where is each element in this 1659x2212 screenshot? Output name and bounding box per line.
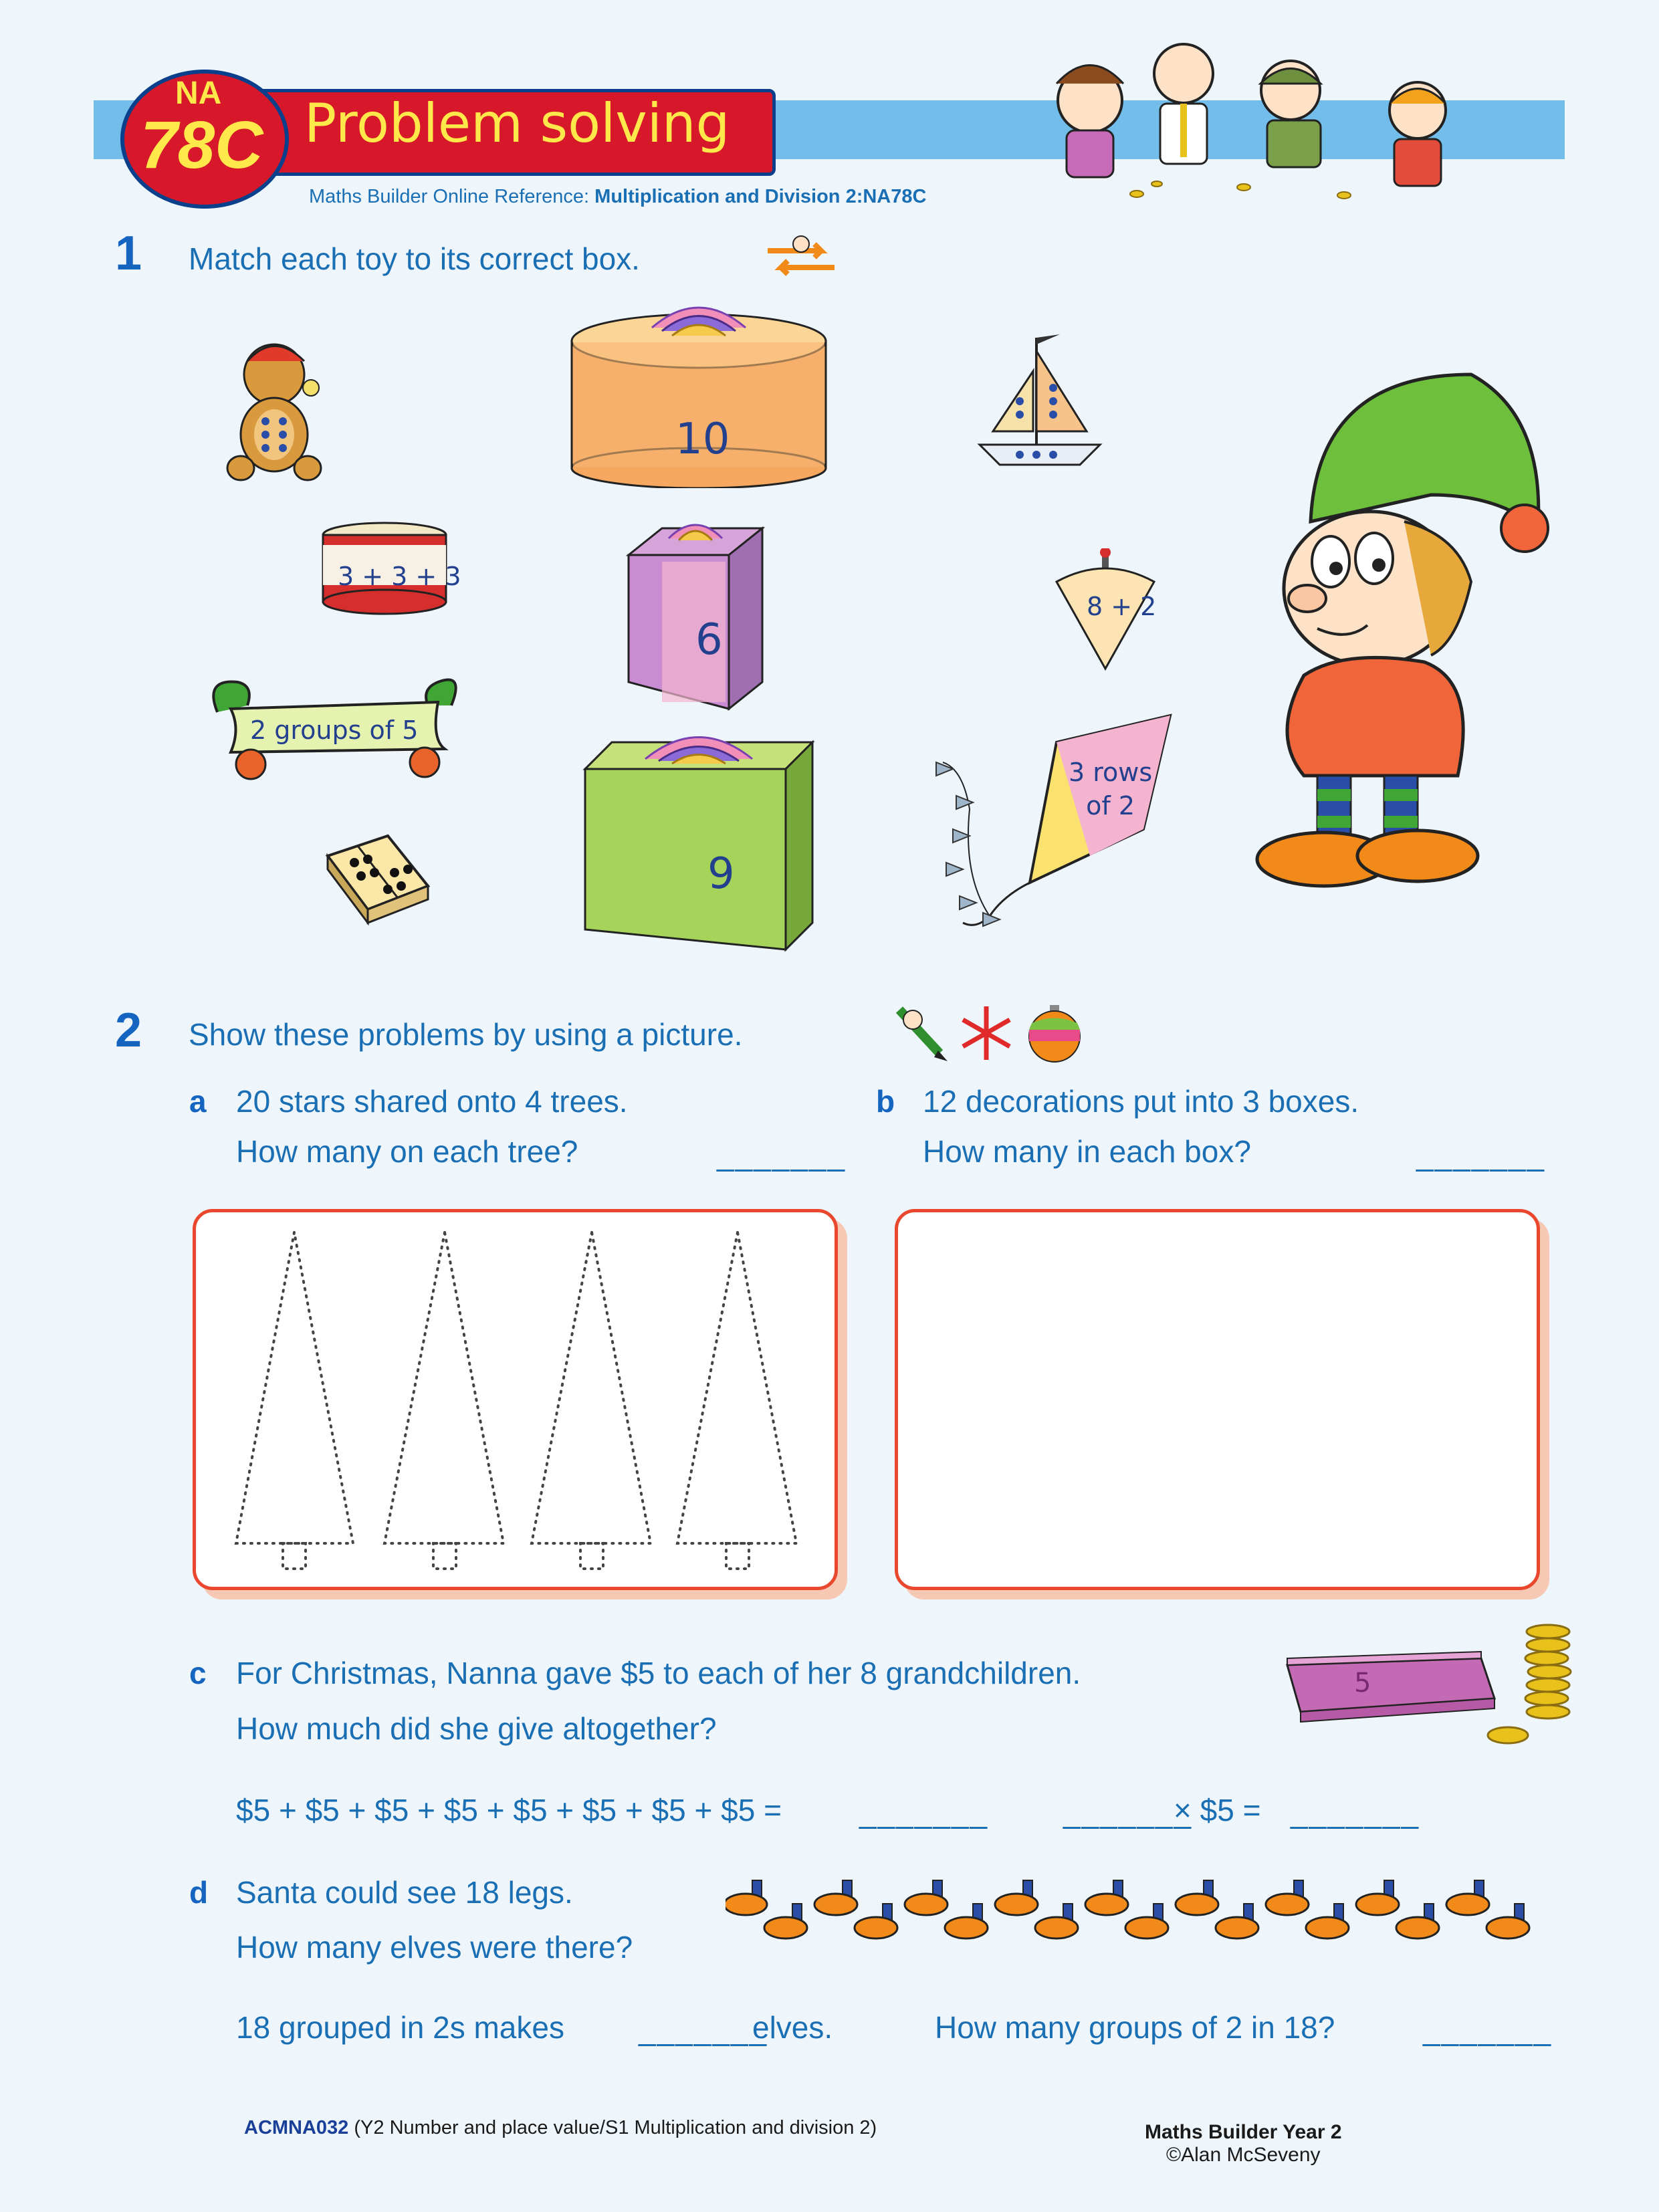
times-five-expression: × $5 =	[1174, 1793, 1261, 1828]
kid-1	[1057, 66, 1123, 178]
elf-shoe	[1446, 1880, 1489, 1915]
elf-shoe	[1176, 1880, 1218, 1915]
elf-shoes	[726, 1876, 1555, 1963]
dotted-trees	[196, 1212, 835, 1587]
page-title: Problem solving	[304, 92, 730, 154]
part-a-drawing-area[interactable]	[193, 1209, 838, 1590]
kite-label-line-2: of 2	[1086, 791, 1135, 820]
part-c-letter: c	[189, 1656, 207, 1690]
teddy-bear-toy[interactable]	[211, 334, 338, 488]
part-b-answer-blank[interactable]: _______	[1416, 1137, 1546, 1172]
badge-code: 78C	[140, 108, 263, 183]
part-d-line-1: Santa could see 18 legs.	[236, 1875, 573, 1910]
part-b-letter: b	[876, 1084, 895, 1119]
svg-text:5: 5	[1354, 1668, 1371, 1698]
kite-label	[1069, 756, 1152, 822]
kite-label-line-1: 3 rows	[1069, 758, 1153, 787]
footer-curriculum	[244, 2117, 877, 2139]
ref-prefix: Maths Builder Online Reference:	[309, 186, 590, 207]
drawing-icons	[886, 1000, 1093, 1067]
elf-shoe	[1306, 1904, 1349, 1939]
grouped-prefix: 18 grouped in 2s makes	[236, 2010, 564, 2045]
arrows-icon	[761, 231, 841, 284]
elf-shoe	[995, 1880, 1038, 1915]
elf-shoe	[1266, 1880, 1309, 1915]
groups-question: How many groups of 2 in 18?	[935, 2010, 1335, 2045]
book-title: Maths Builder Year 2	[1145, 2121, 1342, 2143]
elf-shoe	[764, 1904, 807, 1939]
kid-4	[1390, 82, 1446, 186]
children-illustration	[990, 20, 1565, 207]
cube-box-number: 9	[707, 849, 735, 899]
badge-strand: NA	[175, 76, 222, 111]
elf-shoe	[1125, 1904, 1168, 1939]
part-b-line-2: How many in each box?	[923, 1134, 1251, 1169]
elf-shoe	[1396, 1904, 1439, 1939]
part-b-line-1: 12 decorations put into 3 boxes.	[923, 1084, 1359, 1119]
part-c-sum-blank[interactable]: _______	[859, 1795, 989, 1830]
bauble-icon	[1029, 1005, 1080, 1062]
repeated-addition: $5 + $5 + $5 + $5 + $5 + $5 + $5 + $5 =	[236, 1793, 782, 1828]
coin-stack	[1488, 1625, 1571, 1743]
question-2-text: Show these problems by using a picture.	[189, 1017, 743, 1052]
part-a-answer-blank[interactable]: _______	[717, 1137, 847, 1172]
part-d-groups-blank[interactable]: _______	[1423, 2012, 1553, 2047]
part-a-line-1: 20 stars shared onto 4 trees.	[236, 1084, 628, 1119]
part-d-letter: d	[189, 1875, 209, 1910]
domino-toy[interactable]	[314, 829, 435, 929]
elf-shoe	[1486, 1904, 1529, 1939]
footer-book	[1145, 2121, 1342, 2167]
ref-topic: Multiplication and Division 2:NA78C	[594, 186, 927, 207]
part-d-line-2: How many elves were there?	[236, 1930, 633, 1965]
part-c-factor-blank[interactable]: _______	[1063, 1795, 1193, 1830]
elf-shoe	[1085, 1880, 1128, 1915]
spinning-top-label: 8 + 2	[1087, 592, 1157, 621]
grouped-suffix: elves.	[752, 2010, 833, 2045]
star-icon	[963, 1006, 1010, 1060]
coins	[1130, 181, 1351, 199]
elf-shoe	[945, 1904, 988, 1939]
elf-shoe	[1216, 1904, 1258, 1939]
curriculum-code: ACMNA032	[244, 2117, 349, 2138]
cylinder-box-number: 10	[675, 415, 730, 464]
cube-box[interactable]	[578, 729, 819, 956]
banknotes	[1287, 1652, 1495, 1722]
question-1-text: Match each toy to its correct box.	[189, 241, 640, 276]
drum-label: 3 + 3 + 3	[338, 562, 461, 591]
tall-box-number: 6	[695, 615, 723, 665]
kite-toy[interactable]	[923, 702, 1190, 956]
pencil-icon	[899, 1010, 948, 1061]
part-b-drawing-area[interactable]	[895, 1209, 1540, 1590]
part-c-line-2: How much did she give altogether?	[236, 1711, 717, 1746]
question-2-number: 2	[115, 1004, 142, 1057]
part-d-elves-blank[interactable]: _______	[639, 2012, 768, 2047]
kid-2	[1154, 44, 1213, 164]
online-reference	[309, 186, 926, 208]
elf-shoe	[905, 1880, 948, 1915]
elf-shoe	[855, 1904, 897, 1939]
elf-shoe	[1356, 1880, 1399, 1915]
elf-shoe	[1035, 1904, 1078, 1939]
part-a-line-2: How many on each tree?	[236, 1134, 578, 1169]
question-1-number: 1	[115, 227, 142, 280]
kid-3	[1260, 61, 1321, 167]
part-c-line-1: For Christmas, Nanna gave $5 to each of her 8 grandchildren.	[236, 1656, 1081, 1690]
copyright: ©Alan McSeveny	[1166, 2144, 1321, 2166]
part-a-letter: a	[189, 1084, 207, 1119]
elf-illustration	[1230, 361, 1551, 896]
elf-shoe	[814, 1880, 857, 1915]
part-c-product-blank[interactable]: _______	[1291, 1795, 1420, 1830]
sailboat-toy[interactable]	[973, 331, 1107, 478]
money-illustration	[1281, 1618, 1575, 1759]
elf-shoe	[726, 1880, 767, 1915]
curriculum-description: (Y2 Number and place value/S1 Multiplication and division 2)	[354, 2117, 877, 2138]
train-label: 2 groups of 5	[250, 715, 419, 745]
